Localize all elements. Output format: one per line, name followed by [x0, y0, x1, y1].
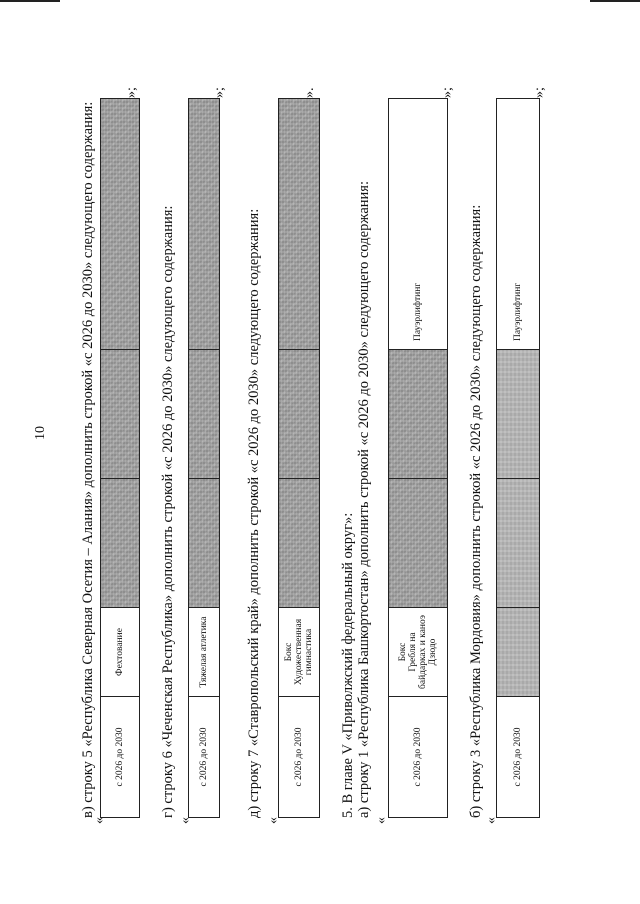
- table-cell-redacted: [101, 350, 140, 479]
- table-cell-period: с 2026 до 2030: [389, 697, 448, 818]
- table-cell-period: с 2026 до 2030: [101, 697, 140, 818]
- table-cell-redacted: [279, 479, 320, 608]
- table-cell-sport: [279, 608, 320, 697]
- instruction-d: д) строку 7 «Ставропольский край» дополнить строкой «с 2026 до 2030» следующего содержания:: [246, 208, 262, 818]
- table-cell-redacted: [279, 99, 320, 350]
- instruction-a: а) строку 1 «Республика Башкортостан» дополнить строкой «с 2026 до 2030» следующего содержания:: [356, 181, 372, 818]
- table-cell-redacted: [279, 350, 320, 479]
- quote-open: «: [374, 817, 389, 824]
- table-cell-redacted: [389, 350, 448, 479]
- table-cell-redacted: [497, 350, 540, 479]
- scan-edge-line: [0, 0, 60, 2]
- table-cell-period: с 2026 до 2030: [189, 697, 220, 818]
- sport-name: Бокс: [398, 642, 408, 662]
- table-cell-sport-extra: Пауэрлифтинг: [497, 99, 540, 350]
- instruction-v: в) строку 5 «Республика Северная Осетия – Алания» дополнить строкой «с 2026 до 2030» следующего содержания:: [80, 101, 96, 818]
- sport-name: Художественная гимнастика: [294, 618, 314, 686]
- table-row: [188, 98, 220, 818]
- quote-close: »;: [124, 87, 139, 98]
- quote-open: «: [484, 817, 499, 824]
- quote-close: »;: [532, 87, 547, 98]
- table-cell-redacted: [497, 479, 540, 608]
- page-number: 10: [33, 426, 48, 440]
- quote-open: «: [92, 817, 107, 824]
- instruction-b: б) строку 3 «Республика Мордовия» дополнить строкой «с 2026 до 2030» следующего содержания:: [468, 204, 484, 818]
- table-cell-sport-extra: Пауэрлифтинг: [389, 99, 448, 350]
- quote-close: ».: [302, 87, 317, 98]
- table-row: [388, 98, 448, 818]
- sport-name: Бокс: [284, 642, 294, 662]
- table-cell-period: с 2026 до 2030: [279, 697, 320, 818]
- table-cell-sport: Тяжелая атлетика: [189, 608, 220, 697]
- quote-close: »;: [440, 87, 455, 98]
- quote-open: «: [178, 817, 193, 824]
- table-row: [278, 98, 320, 818]
- instruction-g: г) строку 6 «Чеченская Республика» дополнить строкой «с 2026 до 2030» следующего содержания:: [160, 205, 176, 818]
- table-cell-redacted: [189, 479, 220, 608]
- table-cell-sport: [389, 608, 448, 697]
- scan-edge-line: [590, 0, 640, 2]
- sport-name: Гребля на байдарках и каноэ: [408, 615, 428, 689]
- quote-close: »;: [212, 87, 227, 98]
- table-cell-redacted: [389, 479, 448, 608]
- sport-name: Дзюдо: [428, 638, 438, 666]
- table-cell-redacted: [497, 608, 540, 697]
- table-cell-redacted: [101, 479, 140, 608]
- table-cell-sport: Фехтование: [101, 608, 140, 697]
- table-row: [100, 98, 140, 818]
- table-cell-redacted: [189, 99, 220, 350]
- table-cell-period: с 2026 до 2030: [497, 697, 540, 818]
- table-cell-redacted: [101, 99, 140, 350]
- table-cell-redacted: [189, 350, 220, 479]
- quote-open: «: [266, 817, 281, 824]
- heading-section-5: 5. В главе V «Приволжский федеральный округ»:: [340, 512, 356, 818]
- table-row: [496, 98, 540, 818]
